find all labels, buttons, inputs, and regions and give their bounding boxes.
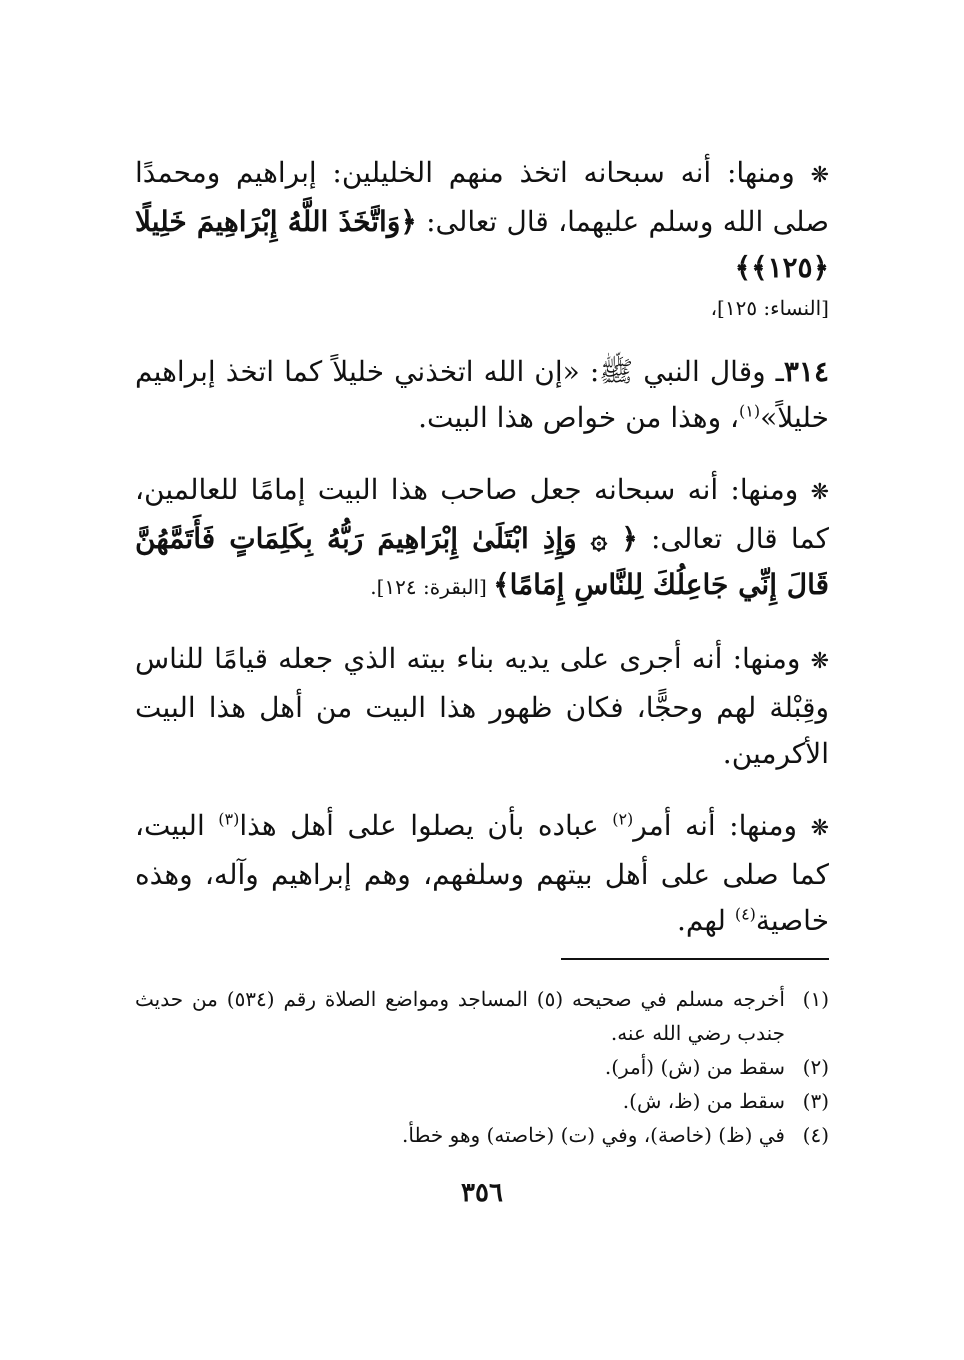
bullet-icon: ❋: [810, 816, 829, 841]
hadith-text: ـ وقال النبي ﷺ: «إن الله اتخذني خليلاً كما اتخذ إبراهيم خليلاً»: [135, 355, 829, 434]
hadith-314: [135, 349, 829, 441]
footnote-text: سقط من (ش) (أمر).: [604, 1055, 785, 1079]
paragraph-khalilayn: [135, 150, 829, 291]
paragraph-text: ومنها: أنه أمر: [633, 809, 811, 842]
footnote-mark-4[interactable]: (٤): [734, 904, 756, 924]
bullet-icon: ❋: [810, 163, 829, 188]
verse-reference: [البقرة: ١٢٤].: [370, 575, 494, 599]
bullet-icon: ❋: [810, 649, 829, 674]
paragraph-text: البيت، كما صلى على أهل بيتهم وسلفهم، وهم إبراهيم وآله، وهذه خاصية: [135, 809, 829, 937]
page-number: ٣٥٦: [461, 1178, 503, 1208]
footnote-4: [135, 1118, 829, 1152]
footnote-mark-1[interactable]: (١): [739, 401, 761, 421]
quran-verse: ﴿ ۞ وَإِذِ ابْتَلَىٰ إِبْرَاهِيمَ رَبُّهُ بِكَلِمَاتٍ فَأَتَمَّهُنَّ قَالَ إِنِّي جَاعِلُكَ لِلنَّاسِ إِمَامًا﴾: [135, 522, 829, 601]
paragraph-bayt: [135, 636, 829, 777]
paragraph-text: عباده بأن يصلوا على أهل هذا: [239, 809, 613, 842]
hadith-number: ٣١٤: [783, 355, 830, 388]
footnote-mark-3[interactable]: (٣): [218, 809, 240, 829]
footnote-number: (٤): [802, 1123, 829, 1147]
verse-reference-text: [النساء: ١٢٥]،: [710, 296, 829, 320]
quran-verse: ﴿وَاتَّخَذَ اللَّهُ إِبْرَاهِيمَ خَلِيلًا ﴿١٢٥﴾﴾: [135, 205, 829, 284]
paragraph-text: ومنها: أنه سبحانه جعل صاحب هذا البيت إمامًا للعالمين، كما قال تعالى:: [135, 473, 829, 555]
footnote-separator: [561, 958, 829, 960]
paragraph-imam: [135, 467, 829, 610]
footnote-number: (١): [802, 987, 829, 1011]
footnote-number: (٢): [802, 1055, 829, 1079]
hadith-text-after: ، وهذا من خواص هذا البيت.: [418, 401, 740, 434]
paragraph-text: ومنها: أنه سبحانه اتخذ منهم الخليلين: إبراهيم ومحمدًا صلى الله وسلم عليهما، قال تعالى:: [135, 156, 829, 238]
paragraph-text: ومنها: أنه أجرى على يديه بناء بيته الذي جعله قيامًا للناس وقِبْلة لهم وحجًّا، فكان ظهور هذا البيت من أهل هذا البيت الأكرمين.: [135, 642, 829, 770]
bullet-icon: ❋: [810, 480, 829, 505]
footnote-2: [135, 1050, 829, 1084]
footnotes: [135, 982, 829, 1152]
footnote-mark-2[interactable]: (٢): [612, 809, 634, 829]
main-text: [135, 150, 829, 944]
footnote-text: سقط من (ظ، ش).: [622, 1089, 785, 1113]
footnote-text: أخرجه مسلم في صحيحه (٥) المساجد ومواضع الصلاة رقم (٥٣٤) من حديث جندب رضي الله عنه.: [135, 987, 785, 1045]
paragraph-text: لهم.: [676, 904, 735, 937]
paragraph-salat: [135, 803, 829, 944]
footnote-1: [135, 982, 829, 1050]
footnote-3: [135, 1084, 829, 1118]
footnote-number: (٣): [802, 1089, 829, 1113]
footnote-text: في (ظ) (خاصة)، وفي (ت) (خاصته) وهو خطأ.: [402, 1123, 785, 1147]
verse-reference: [135, 293, 829, 323]
